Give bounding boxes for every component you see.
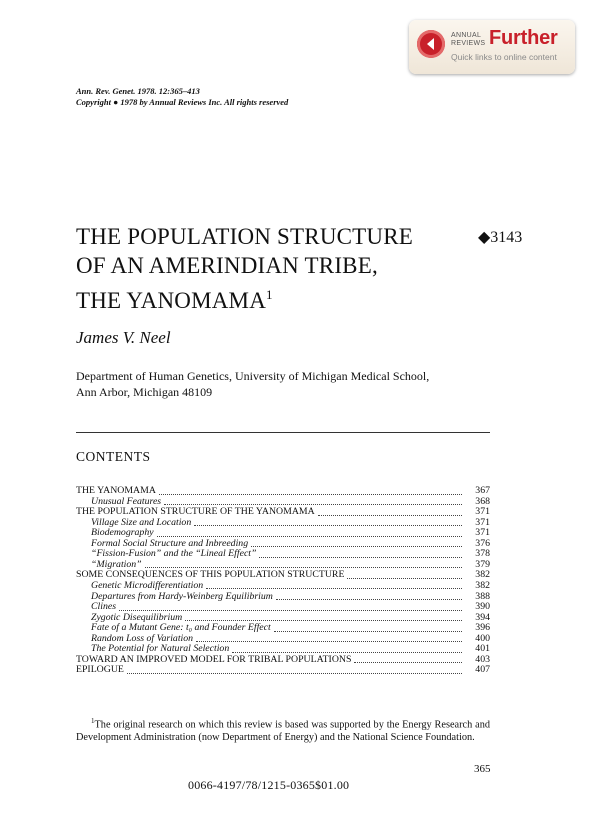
toc-entry-page: 379 xyxy=(475,558,490,570)
toc-entry-label: Village Size and Location xyxy=(91,516,192,528)
toc-entry-label: Formal Social Structure and Inbreeding xyxy=(91,537,249,549)
author-name: James V. Neel xyxy=(76,328,171,347)
toc-leader-dots xyxy=(119,610,462,611)
toc-leader-dots xyxy=(145,567,462,568)
toc-entry-page: 378 xyxy=(475,548,490,560)
toc-leader-dots xyxy=(259,557,462,558)
divider xyxy=(76,432,490,433)
toc-entry-label: THE POPULATION STRUCTURE OF THE YANOMAMA xyxy=(76,506,315,518)
table-of-contents xyxy=(76,486,490,676)
toc-entry-label: Zygotic Disequilibrium xyxy=(91,611,183,623)
further-word: Further xyxy=(489,27,558,49)
toc-entry-label: SOME CONSEQUENCES OF THIS POPULATION STRUCTURE xyxy=(76,569,345,581)
toc-leader-dots xyxy=(159,494,462,495)
toc-entry-label: Fate of a Mutant Gene: t₀ and Founder Effect xyxy=(91,622,271,634)
page-number: 365 xyxy=(474,763,491,775)
footnote xyxy=(76,715,490,744)
toc-entry-page: 371 xyxy=(475,527,490,539)
toc-entry-page: 371 xyxy=(475,506,490,518)
toc-leader-dots xyxy=(274,631,462,632)
toc-leader-dots xyxy=(157,536,462,537)
toc-entry[interactable] xyxy=(76,602,490,613)
toc-entry-label: Biodemography xyxy=(91,527,154,539)
further-tagline: Quick links to online content xyxy=(451,52,557,62)
toc-leader-dots xyxy=(347,578,462,579)
toc-entry-page: 394 xyxy=(475,611,490,623)
article-title xyxy=(76,222,413,315)
journal-copyright: Copyright ● 1978 by Annual Reviews Inc. All rights reserved xyxy=(76,97,289,107)
toc-entry-label: “Fission-Fusion” and the “Lineal Effect” xyxy=(91,548,257,560)
toc-entry-page: 388 xyxy=(475,590,490,602)
toc-leader-dots xyxy=(185,620,462,621)
further-badge[interactable] xyxy=(409,20,575,74)
toc-entry[interactable] xyxy=(76,655,490,666)
toc-entry-label: Clines xyxy=(91,601,117,613)
play-arrow-icon xyxy=(417,30,445,58)
title-line-1: THE POPULATION STRUCTURE xyxy=(76,224,414,249)
toc-entry-label: Genetic Microdifferentiation xyxy=(91,579,204,591)
toc-entry-label: EPILOGUE xyxy=(76,664,124,676)
title-line-3-text: THE YANOMAMA xyxy=(76,288,267,313)
toc-entry-label: Departures from Hardy-Weinberg Equilibrium xyxy=(91,590,273,602)
toc-entry-label: Random Loss of Variation xyxy=(91,632,194,644)
toc-entry-label: THE YANOMAMA xyxy=(76,485,156,497)
title-line-2: OF AN AMERINDIAN TRIBE, xyxy=(76,253,378,278)
reviews-text: REVIEWS xyxy=(451,40,486,47)
toc-leader-dots xyxy=(164,504,462,505)
toc-entry-label: Unusual Features xyxy=(91,495,162,507)
toc-entry[interactable] xyxy=(76,665,490,676)
toc-entry-page: 371 xyxy=(475,516,490,528)
annual-reviews-logo xyxy=(451,32,485,48)
toc-entry-page: 390 xyxy=(475,601,490,613)
toc-entry-page: 368 xyxy=(475,495,490,507)
toc-leader-dots xyxy=(127,673,462,674)
toc-leader-dots xyxy=(276,599,462,600)
article-code: ◆3143 xyxy=(478,229,523,246)
title-line-3 xyxy=(76,280,413,315)
toc-leader-dots xyxy=(251,546,462,547)
toc-leader-dots xyxy=(206,588,462,589)
toc-entry-label: The Potential for Natural Selection xyxy=(91,643,230,655)
footnote-marker: 1 xyxy=(91,717,95,725)
title-footnote-marker[interactable]: 1 xyxy=(266,287,273,302)
contents-heading: CONTENTS xyxy=(76,449,151,464)
toc-entry-page: 403 xyxy=(475,653,490,665)
toc-leader-dots xyxy=(194,525,462,526)
toc-entry-label: TOWARD AN IMPROVED MODEL FOR TRIBAL POPULATIONS xyxy=(76,653,352,665)
toc-leader-dots xyxy=(196,641,462,642)
toc-entry-page: 396 xyxy=(475,622,490,634)
toc-leader-dots xyxy=(232,652,462,653)
issn-code: 0066-4197/78/1215-0365$01.00 xyxy=(188,778,350,792)
affiliation-line-1: Department of Human Genetics, University of Michigan Medical School, xyxy=(76,369,430,383)
toc-entry[interactable] xyxy=(76,591,490,602)
toc-leader-dots xyxy=(354,662,462,663)
annual-text: ANNUAL xyxy=(451,32,482,39)
journal-citation: Ann. Rev. Genet. 1978. 12:365–413 xyxy=(76,86,200,96)
toc-entry-label: “Migration” xyxy=(91,558,142,570)
toc-entry[interactable] xyxy=(76,581,490,592)
affiliation xyxy=(76,368,429,400)
toc-entry-page: 382 xyxy=(475,569,490,581)
toc-entry[interactable] xyxy=(76,486,490,497)
toc-entry-page: 376 xyxy=(475,537,490,549)
toc-entry-page: 407 xyxy=(475,664,490,676)
journal-header xyxy=(76,86,288,108)
toc-leader-dots xyxy=(318,515,462,516)
toc-entry-page: 382 xyxy=(475,579,490,591)
toc-entry-page: 400 xyxy=(475,632,490,644)
toc-entry-page: 401 xyxy=(475,643,490,655)
footnote-text: The original research on which this review is based was supported by the Energy Research and Development Administration (now Department of Energy) and the National Science Foundation. xyxy=(76,719,490,744)
affiliation-line-2: Ann Arbor, Michigan 48109 xyxy=(76,385,213,399)
toc-entry-page: 367 xyxy=(475,485,490,497)
